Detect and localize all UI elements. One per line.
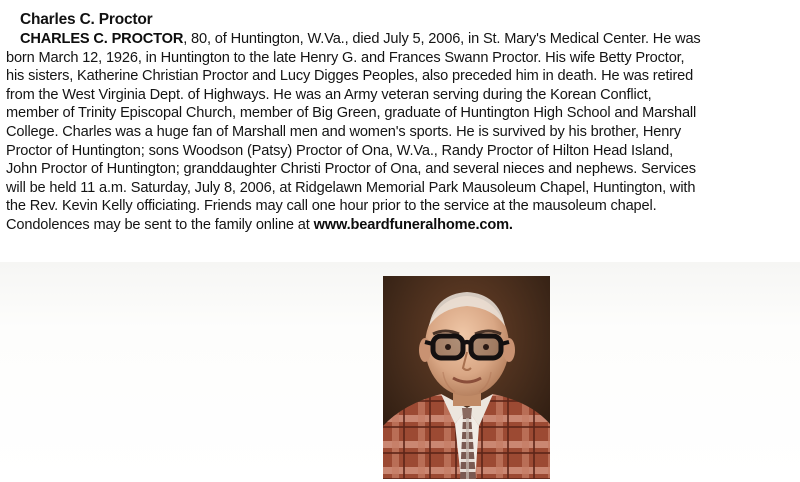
- obituary-line: College. Charles was a huge fan of Marshall men and women's sports. He is survived by his brother, Henry: [6, 123, 682, 140]
- obituary-title: Charles C. Proctor: [20, 11, 153, 28]
- obituary-line: the Rev. Kevin Kelly officiating. Friends may call one hour prior to the service at the mausoleum chapel.: [6, 198, 657, 215]
- obituary-line: born March 12, 1926, in Huntington to the late Henry G. and Frances Swann Proctor. His wife Betty Proctor,: [6, 49, 685, 66]
- website-period: .: [508, 216, 513, 233]
- obituary-line: , 80, of Huntington, W.Va., died July 5, 2006, in St. Mary's Medical Center. He was: [183, 31, 701, 47]
- obituary-line: from the West Virginia Dept. of Highways. He was an Army veteran serving during the Korean Conflict,: [6, 86, 652, 103]
- obituary-body: [6, 30, 800, 235]
- obituary-line: Proctor of Huntington; sons Woodson (Patsy) Proctor of Ona, W.Va., Randy Proctor of Hilton Head Island,: [6, 142, 673, 159]
- portrait-photo: [383, 276, 550, 479]
- obituary-line: Condolences may be sent to the family online at: [6, 216, 314, 233]
- funeral-home-website: www.beardfuneralhome.com: [313, 216, 509, 233]
- obituary-line: John Proctor of Huntington; granddaughter Christi Proctor of Ona, and several nieces and nephews. Services: [6, 161, 696, 178]
- obituary-line: will be held 11 a.m. Saturday, July 8, 2006, at Ridgelawn Memorial Park Mausoleum Chapel, Huntington, with: [6, 179, 696, 196]
- obituary-line: his sisters, Katherine Christian Proctor and Lucy Digges Peoples, also preceded him in death. He was retired: [6, 68, 694, 85]
- portrait-photo-icon: [383, 276, 550, 479]
- obituary-name-caps: CHARLES C. PROCTOR: [20, 31, 184, 47]
- obituary-line: member of Trinity Episcopal Church, member of Big Green, graduate of Huntington High School and Marshall: [6, 105, 697, 122]
